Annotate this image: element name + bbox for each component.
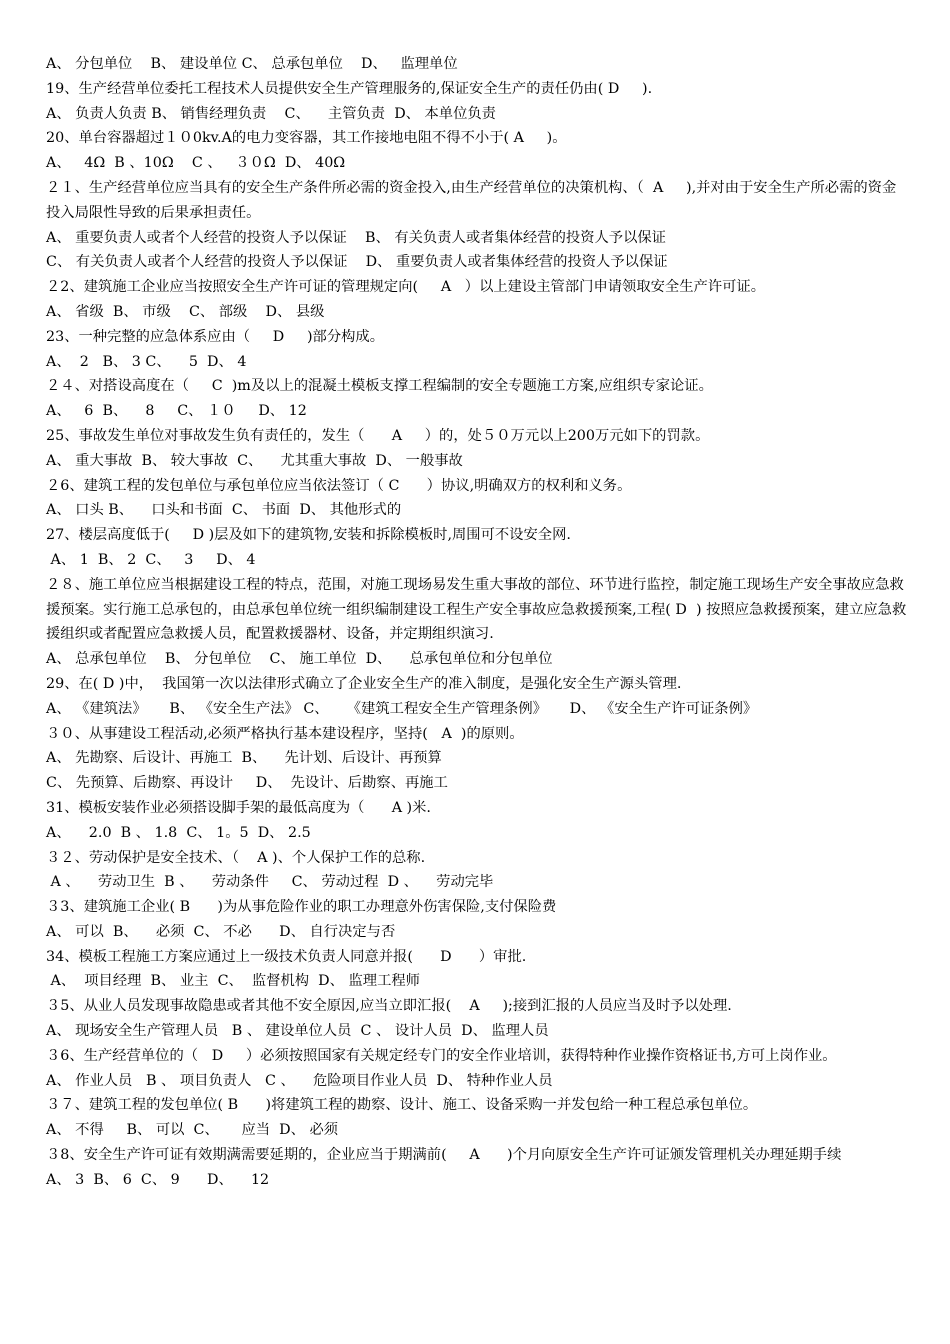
document-page bbox=[46, 52, 908, 1193]
text-line: ２6、建筑工程的发包单位与承包单位应当依法签订（ C ）协议,明确双方的权利和义务。 bbox=[46, 477, 632, 494]
text-line: ２８、施工单位应当根据建设工程的特点，范围，对施工现场易发生重大事故的部位、环节进行监控，制定施工现场生产安全事故应急救援预案。实行施工总承包的，由总承包单位统一组织编制建设工程生产安全事故应急救援预案,工程( D ) 按照应急救援预案，建立应急救援组织或者配置应急救援人员，配置救援器材、设备，并定期组织演习. bbox=[46, 576, 907, 643]
text-line: 25、事故发生单位对事故发生负有责任的，发生（ A ）的，处５０万元以上200万元如下的罚款。 bbox=[46, 427, 710, 444]
text-line: 34、模板工程施工方案应通过上一级技术负责人同意并报( D ）审批. bbox=[46, 948, 527, 965]
text-line: 29、在( D )中， 我国第一次以法律形式确立了企业安全生产的准入制度，是强化安全生产源头管理. bbox=[46, 675, 682, 692]
text-line: C、 有关负责人或者个人经营的投资人予以保证 D、 重要负责人或者集体经营的投资人予以保证 bbox=[46, 254, 668, 271]
text-line: ３3、建筑施工企业( B )为从事危险作业的职工办理意外伤害保险,支付保险费 bbox=[46, 899, 557, 916]
text-line: A、 重要负责人或者个人经营的投资人予以保证 B、 有关负责人或者集体经营的投资人予以保证 bbox=[46, 229, 666, 246]
text-line: A、 口头 B、 口头和书面 C、 书面 D、 其他形式的 bbox=[46, 502, 402, 519]
text-line: A、 省级 B、 市级 C、 部级 D、 县级 bbox=[46, 303, 325, 320]
text-line: ２１、生产经营单位应当具有的安全生产条件所必需的资金投入,由生产经营单位的决策机构、（ A ),并对由于安全生产所必需的资金投入局限性导致的后果承担责任。 bbox=[46, 179, 897, 221]
text-line: C、 先预算、后勘察、再设计 D、 先设计、后勘察、再施工 bbox=[46, 775, 448, 792]
text-line: 19、生产经营单位委托工程技术人员提供安全生产管理服务的,保证安全生产的责任仍由( D ). bbox=[46, 80, 653, 97]
text-line: A、 6 B、 8 C、 １０ D、 12 bbox=[46, 403, 307, 420]
text-line: A、 1 B、 2 C、 3 D、 4 bbox=[46, 551, 256, 568]
text-line: 23、一种完整的应急体系应由（ D )部分构成。 bbox=[46, 328, 385, 345]
text-line: A、 先勘察、后设计、再施工 B、 先计划、后设计、再预算 bbox=[46, 750, 442, 767]
text-line: A、 重大事故 B、 较大事故 C、 尤其重大事故 D、 一般事故 bbox=[46, 452, 463, 469]
text-line: ２2、建筑施工企业应当按照安全生产许可证的管理规定向( A ）以上建设主管部门申请领取安全生产许可证。 bbox=[46, 279, 766, 296]
text-line: A、 项目经理 B、 业主 C、 监督机构 D、 监理工程师 bbox=[46, 973, 420, 990]
text-line: 31、模板安装作业必须搭设脚手架的最低高度为（ A )米. bbox=[46, 799, 431, 816]
text-line: A、 2.0 B 、 1.8 C、 1。5 D、 2.5 bbox=[46, 824, 311, 841]
text-line: A、 不得 B、 可以 C、 应当 D、 必须 bbox=[46, 1122, 339, 1139]
text-line: ３8、安全生产许可证有效期满需要延期的，企业应当于期满前( A )个月向原安全生产许可证颁发管理机关办理延期手续 bbox=[46, 1147, 842, 1164]
text-line: ３6、生产经营单位的（ D ）必须按照国家有关规定经专门的安全作业培训，获得特种作业操作资格证书,方可上岗作业。 bbox=[46, 1047, 837, 1064]
text-line: 20、单台容器超过１０0kv.A的电力变容器，其工作接地电阻不得不小于( A )。 bbox=[46, 130, 567, 147]
text-line: A、 作业人员 B 、 项目负责人 C 、 危险项目作业人员 D、 特种作业人员 bbox=[46, 1072, 553, 1089]
text-line: ２４、对搭设高度在（ C )m及以上的混凝土模板支撑工程编制的安全专题施工方案,应组织专家论证。 bbox=[46, 378, 713, 395]
text-line: A、 2 B、 3 C、 5 D、 4 bbox=[46, 353, 247, 370]
text-line: A、 3 B、 6 C、 9 D、 12 bbox=[46, 1171, 270, 1188]
text-line: ３０、从事建设工程活动,必须严格执行基本建设程序，坚持( A )的原则。 bbox=[46, 725, 524, 742]
text-line: A、 现场安全生产管理人员 B 、 建设单位人员 C 、 设计人员 D、 监理人员 bbox=[46, 1023, 549, 1040]
text-line: A、 负责人负责 B、 销售经理负责 C、 主管负责 D、 本单位负责 bbox=[46, 105, 496, 122]
text-line: ３７、建筑工程的发包单位( B )将建筑工程的勘察、设计、施工、设备采购一并发包给一种工程总承包单位。 bbox=[46, 1097, 758, 1114]
text-line: A、 分包单位 B、 建设单位 C、 总承包单位 D、 监理单位 bbox=[46, 56, 458, 72]
text-line: 27、楼层高度低于( D )层及如下的建筑物,安装和拆除模板时,周围可不设安全网. bbox=[46, 527, 571, 544]
text-line: ３5、从业人员发现事故隐患或者其他不安全原因,应当立即汇报( A );接到汇报的人员应当及时予以处理. bbox=[46, 998, 732, 1015]
text-line: A 、 劳动卫生 B 、 劳动条件 C、 劳动过程 D 、 劳动完毕 bbox=[46, 874, 494, 891]
text-line: A、 可以 B、 必须 C、 不必 D、 自行决定与否 bbox=[46, 923, 396, 940]
text-line: A、 《建筑法》 B、 《安全生产法》 C、 《建筑工程安全生产管理条例》 D、 《安全生产许可证条例》 bbox=[46, 700, 758, 717]
text-line: A、 4Ω B 、10Ω C 、 ３０Ω D、 40Ω bbox=[46, 155, 346, 172]
text-line: A、 总承包单位 B、 分包单位 C、 施工单位 D、 总承包单位和分包单位 bbox=[46, 651, 553, 668]
text-line: ３２、劳动保护是安全技术、（ A )、个人保护工作的总称. bbox=[46, 849, 426, 866]
